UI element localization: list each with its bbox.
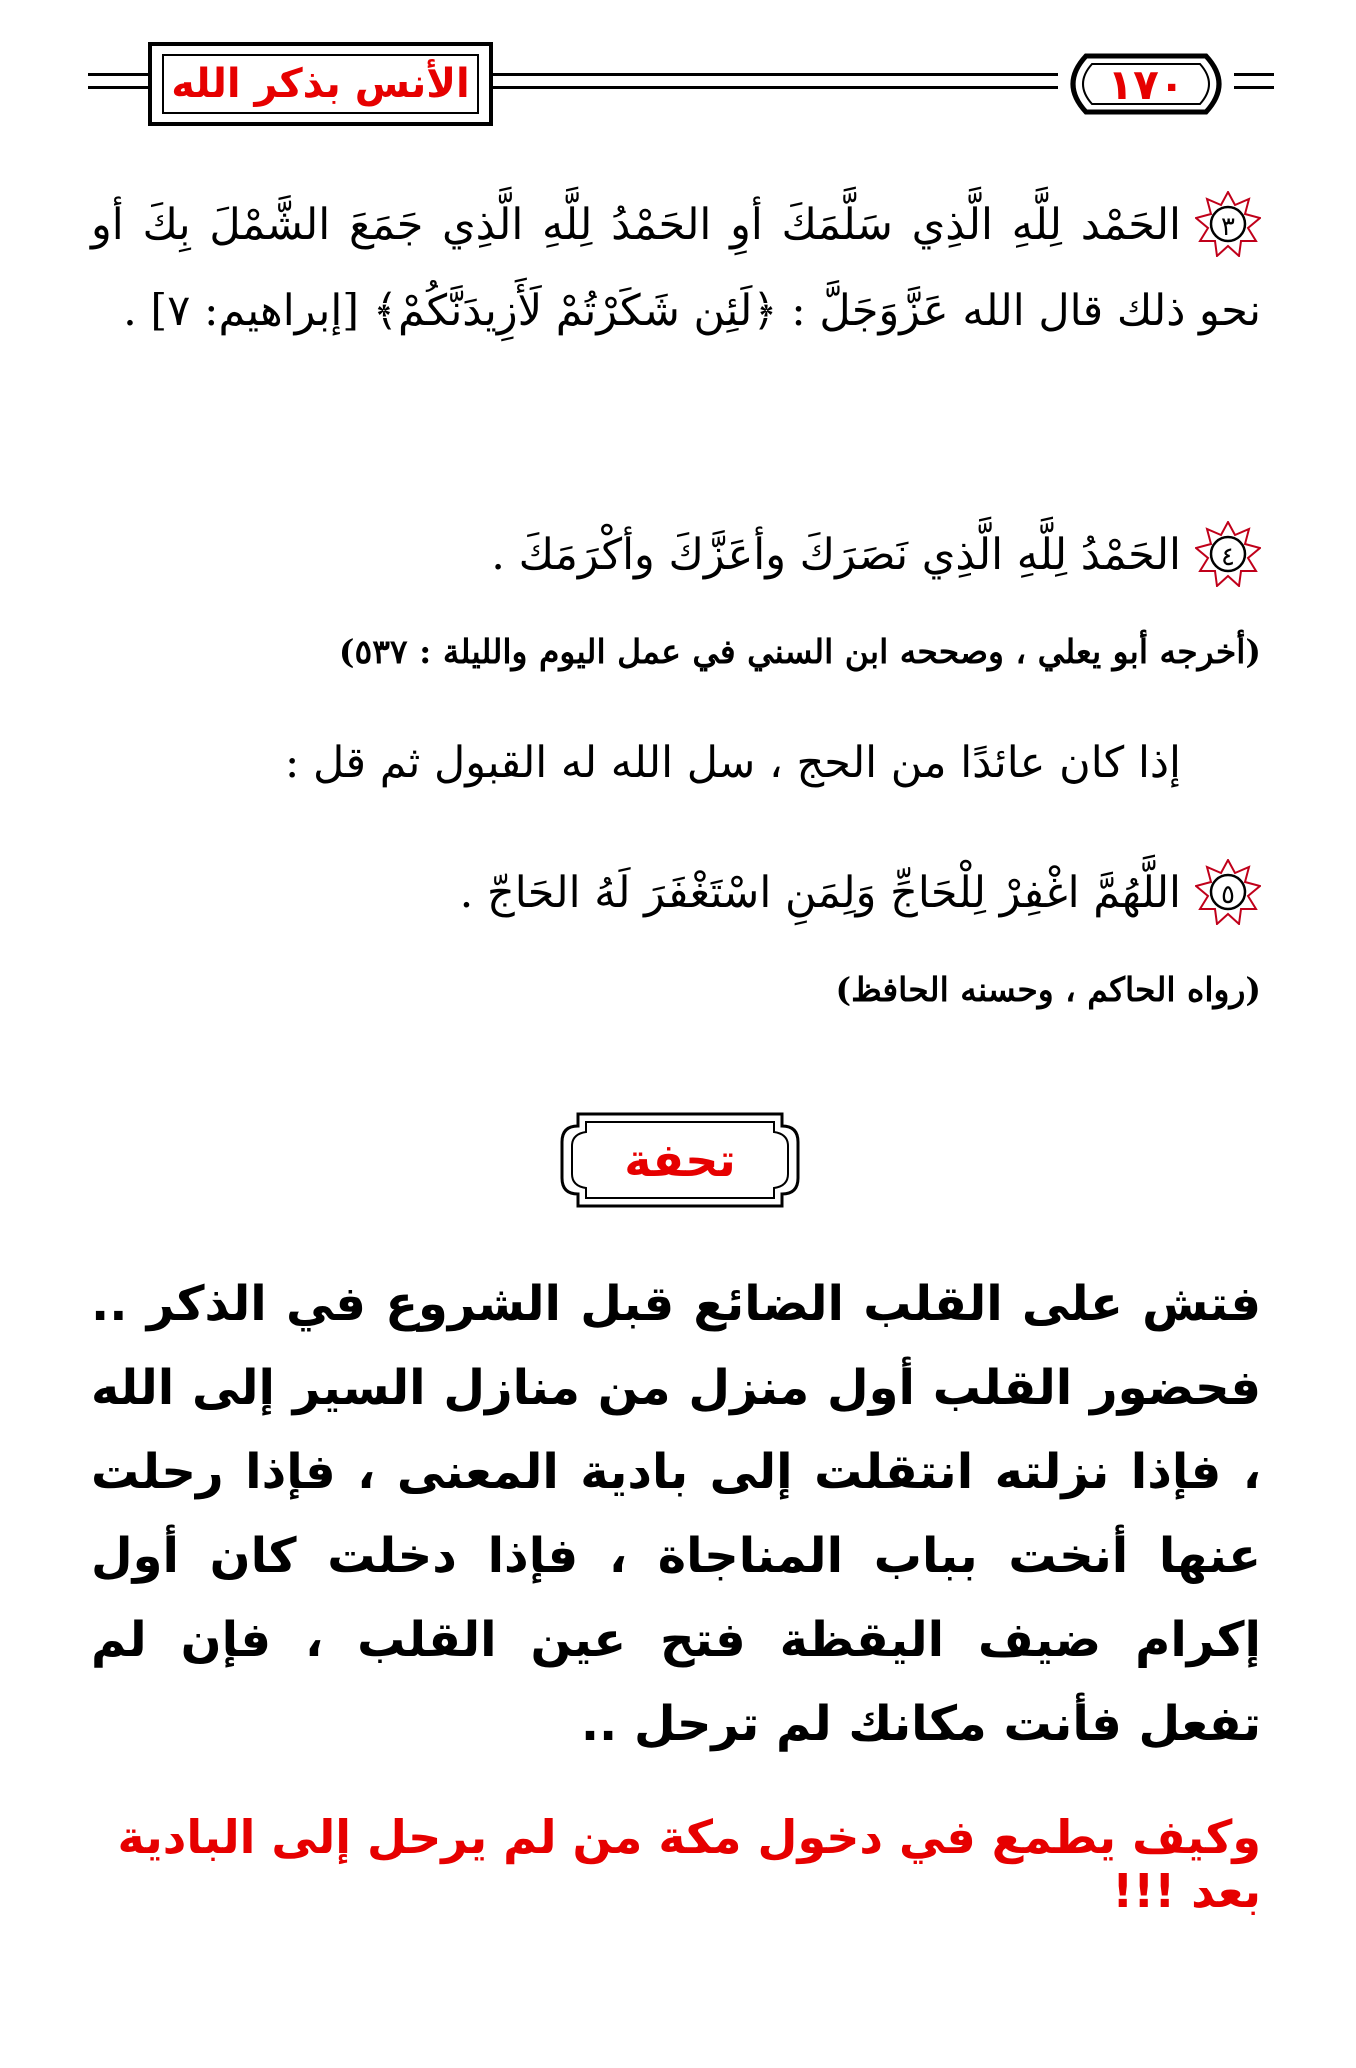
item-number: ٣ [1221, 212, 1235, 242]
dua-text: اللَّهُمَّ اغْفِرْ لِلْحَاجِّ وَلِمَنِ اسْتَغْفَرَ لَهُ الحَاجّ . [459, 868, 1181, 918]
ornament-star-icon [1195, 859, 1261, 925]
ornament-star-icon [1195, 191, 1261, 257]
dua-item-5 [91, 850, 1261, 936]
dua-text: الحَمْدُ لِلَّهِ الَّذِي نَصَرَكَ وأعَزَّكَ وأكْرَمَكَ . [491, 530, 1181, 580]
header-title-frame [148, 42, 493, 126]
dua-item-3 [91, 182, 1261, 354]
item-number: ٤ [1221, 542, 1235, 572]
page-number: ١٧٠ [1107, 59, 1185, 109]
closing-line: وكيف يطمع في دخول مكة من لم يرحل إلى البادية بعد !!! [117, 1810, 1261, 1918]
dua-item-4 [91, 512, 1261, 598]
gift-title: تحفة [624, 1133, 736, 1187]
instruction-text: إذا كان عائدًا من الحج ، سل الله له القبول ثم قل : [284, 738, 1181, 788]
gift-paragraph: فتش على القلب الضائع قبل الشروع في الذكر .. فحضور القلب أول منزل من منازل السير إلى الله ، فإذا نزلته انتقلت إلى بادية المعنى ، فإذا رحلت عنها أنخت بباب المناجاة ، فإذا دخلت كان أول إكرام ضيف اليقظة فتح عين القلب ، فإن لم تفعل فأنت مكانك لم ترحل .. [91, 1276, 1261, 1752]
source-note-1: (أخرجه أبو يعلي ، وصححه ابن السني في عمل اليوم والليلة : ٥٣٧) [338, 632, 1261, 671]
header-rule-left [88, 73, 150, 89]
ornament-star-icon [1195, 521, 1261, 587]
header-title: الأنس بذكر الله [162, 54, 479, 114]
dua-text: الحَمْد لِلَّهِ الَّذِي سَلَّمَكَ أوِ الحَمْدُ لِلَّهِ الَّذِي جَمَعَ الشَّمْلَ بِكَ أو نحو ذلك قال الله عَزَّوَجَلَّ : ﴿لَئِن شَكَرْتُمْ لَأَزِيدَنَّكُمْ﴾ [إبراهيم: ٧] . [91, 200, 1261, 336]
header-rule-right [1234, 73, 1274, 89]
header-rule-middle [493, 73, 1058, 89]
source-note-2: (رواه الحاكم ، وحسنه الحافظ) [835, 970, 1261, 1009]
item-number: ٥ [1221, 880, 1235, 910]
